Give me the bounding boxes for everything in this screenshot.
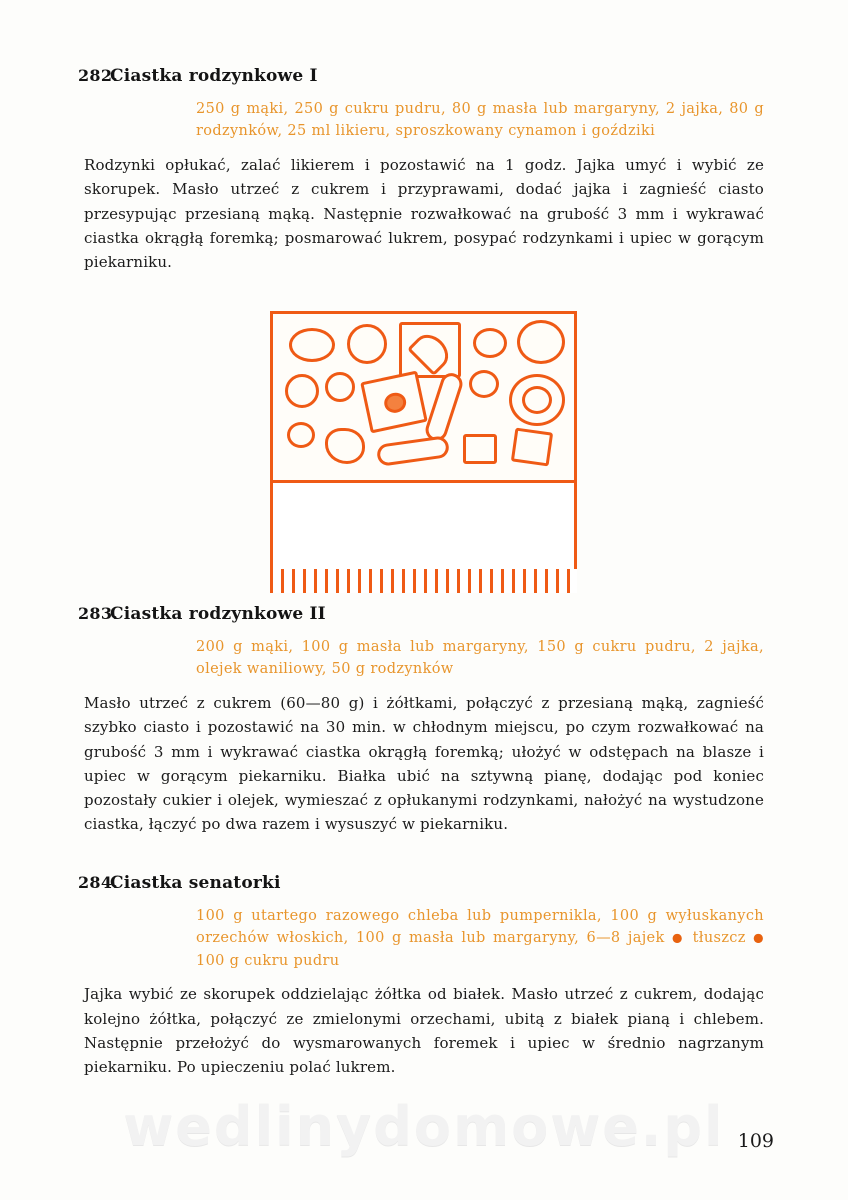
cookie-shape: [289, 328, 335, 362]
recipe-title: Ciastka senatorki: [110, 873, 281, 893]
spiral-cookie: [509, 374, 565, 426]
bullet-icon: ●: [672, 931, 686, 946]
illustration-fringe: [270, 569, 577, 593]
cookie-shape: [399, 322, 461, 378]
recipe-block-284: [0, 873, 848, 1080]
illustration-checkered-cloth: [270, 483, 577, 569]
cookie-shape: [463, 434, 497, 464]
cookie-shape: [325, 372, 355, 402]
cookie-shape: [360, 371, 428, 434]
bullet-icon: ●: [753, 931, 764, 946]
illustration-top-panel: [270, 311, 577, 483]
recipe-ingredients: 250 g mąki, 250 g cukru pudru, 80 g masła lub margaryny, 2 jajka, 80 g rodzynków, 25 ml likieru, sproszkowany cynamon i goździki: [196, 101, 764, 140]
recipe-title: Ciastka rodzynkowe II: [110, 604, 326, 624]
cookie-shape: [325, 428, 365, 464]
cookie-center: [382, 391, 408, 415]
recipe-heading: [0, 873, 848, 893]
recipe-ingredients: 200 g mąki, 100 g masła lub margaryny, 150 g cukru pudru, 2 jajka, olejek waniliowy, 50 g rodzynków: [196, 639, 764, 678]
watermark: wedlinydomowe.pl: [123, 1095, 725, 1158]
ingredients-part-2: tłuszcz: [692, 930, 746, 947]
spiral-inner: [522, 386, 552, 414]
cookie-shape: [517, 320, 565, 364]
recipe-title: Ciastka rodzynkowe I: [110, 66, 318, 86]
cookie-shape: [423, 370, 466, 443]
heart-shape: [407, 328, 455, 376]
recipe-instructions: Jajka wybić ze skorupek oddzielając żółtka od białek. Masło utrzeć z cukrem, dodając kolejno żółtka, połączyć ze zmielonymi orzechami, ubitą z białek pianą i chlebem. Następnie przełożyć do wysmarowanych foremek i upiec w średnio nagrzanym piekarniku. Po upieczeniu polać lukrem.: [84, 985, 764, 1077]
recipe-number: 283.: [78, 604, 119, 623]
page-number: 109: [737, 1130, 774, 1152]
ingredients-part-1: 100 g utartego razowego chleba lub pumpernikla, 100 g wyłuskanych orzechów włoskich, 100 g masła lub margaryny, 6—8 jajek: [196, 908, 764, 947]
cookie-shape: [285, 374, 319, 408]
recipe-heading: [0, 604, 848, 624]
cookie-shape: [347, 324, 387, 364]
recipe-instructions: Rodzynki opłukać, zalać likierem i pozostawić na 1 godz. Jajka umyć i wybić ze skorupek. Masło utrzeć z cukrem i przyprawami, dodać jajka i zagnieść ciasto przesypując przesianą mąką. Następnie rozwałkować na grubość 3 mm i wykrawać ciastka okrągłą foremką; posmarować lukrem, posypać rodzynkami i upiec w gorącym piekarniku.: [84, 155, 764, 272]
recipe-instructions: Masło utrzeć z cukrem (60—80 g) i żółtkami, połączyć z przesianą mąką, zagnieść szybko ciasto i pozostawić na 30 min. w chłodnym miejscu, po czym rozwałkować na grubość 3 mm i wykrawać ciastka okrągłą foremką; ułożyć w odstępach na blasze i upiec w gorącym piekarniku. Białka ubić na sztywną pianę, dodając pod koniec pozostały cukier i olejek, wymieszać z opłukanymi rodzynkami, nałożyć na wystudzone ciastka, łączyć po dwa razem i wysuszyć w piekarniku.: [84, 693, 764, 834]
cookie-shape: [376, 435, 450, 467]
cookie-shape: [287, 422, 315, 448]
cookie-shape: [469, 370, 499, 398]
cookies-illustration: [270, 311, 577, 593]
ingredients-part-3: 100 g cukru pudru: [196, 952, 340, 969]
cookie-shape: [473, 328, 507, 358]
recipe-heading: [0, 66, 848, 86]
recipe-ingredients: [0, 905, 848, 972]
recipe-block-283: [0, 604, 848, 837]
cookie-shape: [511, 428, 553, 467]
recipe-number: 282.: [78, 66, 119, 85]
recipe-block-282: [0, 66, 848, 274]
recipe-number: 284.: [78, 873, 119, 892]
